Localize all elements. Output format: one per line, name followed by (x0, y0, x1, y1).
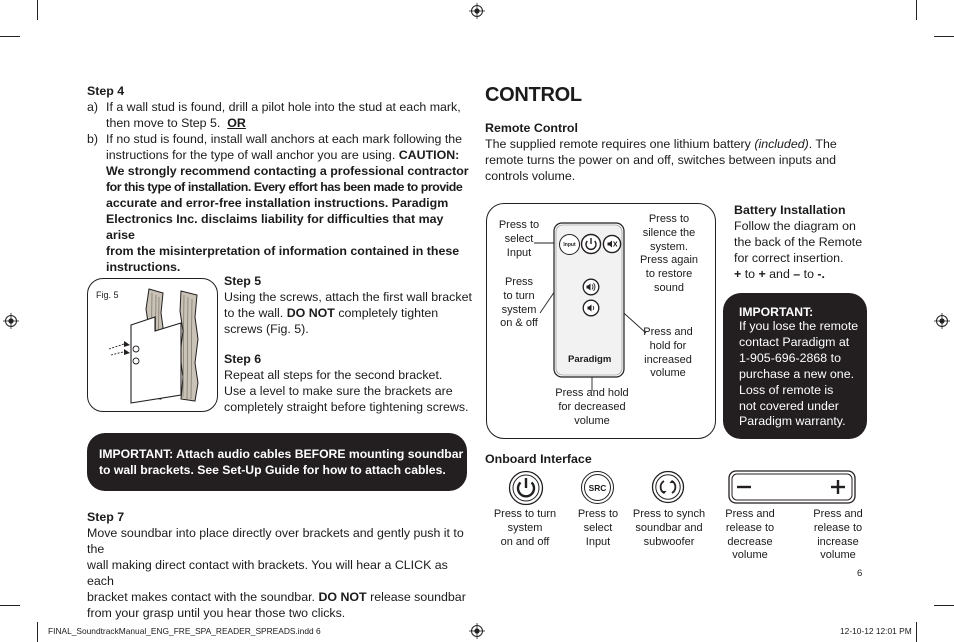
label-silence: Press to silence the system. Press again to restore sound (639, 213, 699, 294)
caution-line: Electronics Inc. disclaims liability for difficulties that may arise (106, 212, 444, 242)
registration-mark-icon (934, 313, 950, 329)
crop-mark (934, 36, 954, 37)
step5-line: completely tighten (338, 306, 439, 320)
caution-line: instructions. (106, 260, 181, 274)
onboard-sync-icon (651, 470, 685, 504)
onboard-label-vol-up: Press and release to increase volume (813, 508, 863, 562)
label-volume-down: Press and hold for decreased volume (555, 387, 629, 427)
crop-mark (37, 622, 38, 642)
step7-line: wall making direct contact with brackets. You will hear a CLICK as each (87, 558, 448, 588)
important-box (723, 293, 867, 439)
step4-item-b (87, 131, 472, 274)
onboard-power-icon (508, 470, 544, 506)
remote-input-label: Input (563, 241, 576, 248)
step5-line: to the wall. (224, 306, 284, 320)
caution-line: accurate and error-free installation instructions. Paradigm (106, 196, 449, 210)
page-number: 6 (857, 568, 863, 579)
remote-control-line: . The (808, 137, 837, 151)
step5-heading: Step 5 (224, 274, 262, 288)
step4-item-b-line: If no stud is found, install wall anchors at each mark following the (106, 132, 463, 146)
do-not-label: DO NOT (318, 590, 367, 604)
step4-heading: Step 4 (87, 84, 125, 98)
remote-control-text (485, 136, 845, 184)
step6-line: Use a level to make sure the brackets are (224, 384, 453, 398)
onboard-label-input: Press to select Input (577, 508, 619, 548)
step5-line: Using the screws, attach the first wall bracket (224, 290, 472, 304)
onboard-src-button (581, 471, 614, 504)
important-banner-line: to wall brackets. See Set-Up Guide for how to attach cables. (99, 463, 446, 477)
label-volume-up: Press and hold for increased volume (643, 326, 693, 380)
remote-volume-down-icon (582, 299, 600, 317)
step7-line: from your grasp until you hear those two clicks. (87, 606, 346, 620)
remote-control-line: remote turns the power on and off, switches between inputs and (485, 153, 837, 167)
crop-mark (934, 605, 954, 606)
important-banner (87, 433, 467, 491)
crop-mark (916, 622, 917, 642)
footer-timestamp: 12-10-12 12:01 PM (840, 626, 912, 636)
crop-mark (0, 36, 20, 37)
remote-mute-icon (602, 234, 622, 254)
step6-heading: Step 6 (224, 352, 262, 366)
important-banner-line: IMPORTANT: Attach audio cables BEFORE mounting soundbar (99, 447, 464, 461)
footer-file-name: FINAL_SoundtrackManual_ENG_FRE_SPA_READER_SPREADS.indd 6 (48, 626, 321, 636)
step5-line: screws (Fig. 5). (224, 322, 309, 336)
step5-text (224, 289, 474, 337)
remote-input-button (559, 234, 580, 255)
label-power: Press to turn system on & off (500, 276, 538, 330)
registration-mark-icon (3, 313, 19, 329)
section-title: CONTROL (485, 84, 582, 106)
remote-control-line: The supplied remote requires one lithium battery (485, 137, 751, 151)
step6-line: Repeat all steps for the second bracket. (224, 368, 443, 382)
crop-mark (37, 0, 38, 20)
list-marker: b) (87, 132, 99, 146)
remote-volume-up-icon (582, 278, 600, 296)
battery-text (734, 218, 874, 282)
battery-line: Follow the diagram on (734, 219, 856, 233)
registration-mark-icon (469, 623, 485, 639)
step6-line: completely straight before tightening screws. (224, 400, 469, 414)
remote-control-line: controls volume. (485, 169, 576, 183)
step4-item-b-line: instructions for the type of wall anchor you are using. (106, 148, 396, 162)
important-box-text: If you lose the remote contact Paradigm at 1-905-696-2868 to purchase a new one. Loss of remote is not covered under Paradigm warranty. (739, 319, 859, 429)
wall-bracket-illustration (103, 283, 203, 405)
or-label: OR (227, 116, 246, 130)
onboard-label-power: Press to turn system on and off (493, 508, 557, 548)
volume-plus-icon (830, 479, 846, 495)
polarity-line: + to + and – to -. (734, 267, 825, 281)
caution-line: for this type of installation. Every effort has been made to provide (106, 180, 463, 194)
figure-5-box (87, 278, 218, 412)
list-marker: a) (87, 100, 99, 114)
crop-mark (916, 0, 917, 20)
included-label: (included) (754, 137, 809, 151)
label-select-input: Press to select Input (498, 219, 540, 259)
volume-minus-icon (736, 481, 752, 493)
onboard-label-vol-down: Press and release to decrease volume (725, 508, 775, 562)
caution-line: We strongly recommend contacting a professional contractor (106, 164, 469, 178)
step7-line: Move soundbar into place directly over brackets and gently push it to the (87, 526, 464, 556)
battery-heading: Battery Installation (734, 203, 846, 217)
step4-item-a (87, 99, 472, 131)
step4-item-a-line: If a wall stud is found, drill a pilot hole into the stud at each mark, (106, 100, 461, 114)
important-box-heading: IMPORTANT: (739, 305, 814, 319)
onboard-heading: Onboard Interface (485, 452, 592, 466)
remote-power-icon (580, 233, 602, 255)
step7-line: release soundbar (370, 590, 466, 604)
figure-caption: Fig. 5 (96, 290, 119, 300)
onboard-src-label: SRC (588, 482, 607, 493)
remote-brand-logo: Paradigm (568, 354, 612, 365)
remote-control-heading: Remote Control (485, 121, 578, 135)
battery-line: for correct insertion. (734, 251, 844, 265)
caution-line: from the misinterpretation of information contained in these (106, 244, 460, 258)
caution-label: CAUTION: (398, 148, 460, 162)
crop-mark (0, 605, 20, 606)
do-not-label: DO NOT (286, 306, 335, 320)
battery-line: the back of the Remote (734, 235, 863, 249)
onboard-label-sync: Press to synch soundbar and subwoofer (632, 508, 706, 548)
step4-item-a-line: then move to Step 5. (106, 116, 221, 130)
step7-heading: Step 7 (87, 510, 125, 524)
registration-mark-icon (469, 3, 485, 19)
step7-text (87, 525, 475, 621)
step7-line: bracket makes contact with the soundbar. (87, 590, 315, 604)
step6-text (224, 367, 474, 415)
